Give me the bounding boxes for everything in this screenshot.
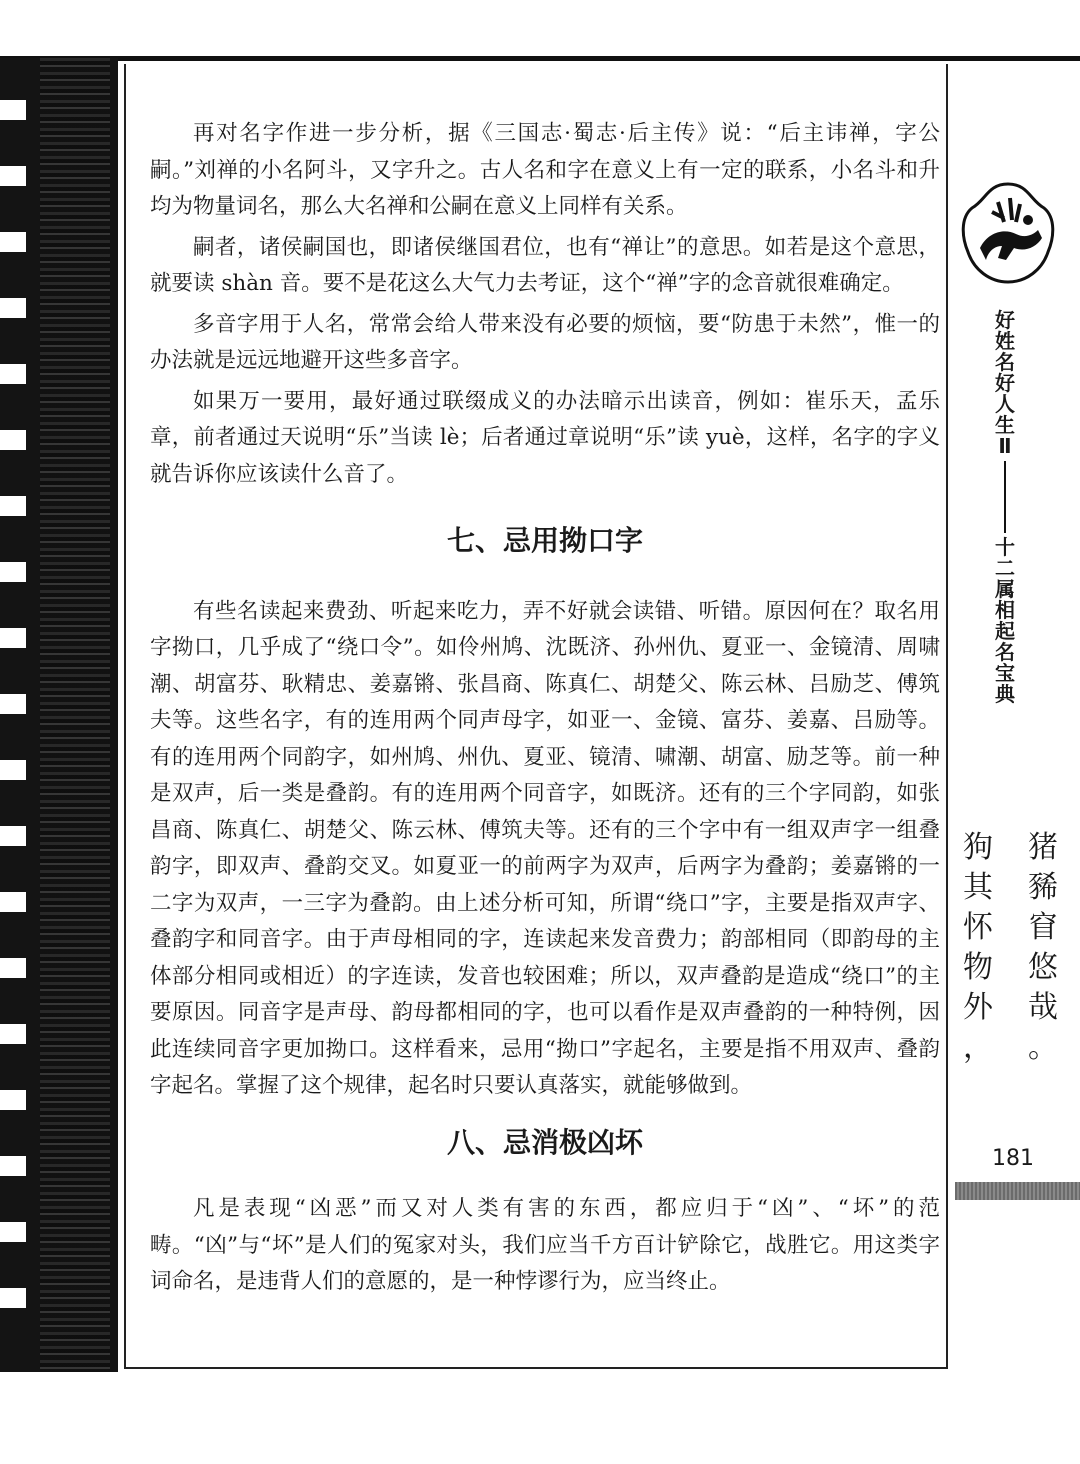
page-number: 181 (992, 1146, 1034, 1171)
subtitle-char: 起 (995, 619, 1015, 643)
poem-char: 其 (963, 870, 993, 905)
title-char: 名 (995, 350, 1015, 374)
subtitle-char: 相 (995, 598, 1015, 622)
poem-char: 狗 (963, 830, 993, 865)
paragraph: 凡是表现“凶恶”而又对人类有害的东西，都应归于“凶”、“坏”的范畴。“凶”与“坏”是人们的冤家对头，我们应当千方百计铲除它，战胜它。用这类字词命名，是违背人们的意愿的，是一种悖谬行为，应当终止。 (150, 1196, 940, 1294)
film-hole (0, 166, 26, 186)
poem-char: 物 (963, 950, 993, 985)
title-char: 人 (995, 392, 1015, 416)
film-hole (0, 298, 26, 318)
film-strip-decoration (0, 58, 118, 1372)
poem-char: 猪 (1028, 830, 1058, 865)
paragraph: 多音字用于人名，常常会给人带来没有必要的烦恼，要“防患于未然”，惟一的办法就是远远地避开这些多音字。 (150, 311, 940, 373)
poem-column-2 (960, 828, 996, 1068)
film-hole (0, 1222, 26, 1242)
section-heading: 七、忌用拗口字 (446, 524, 643, 557)
poem-char: ， (963, 1030, 993, 1065)
page-number-bar (955, 1182, 1080, 1200)
film-hole (0, 232, 26, 252)
title-char: 好 (995, 371, 1015, 395)
paragraph: 有些名读起来费劲、听起来吃力，弄不好就会读错、听错。原因何在？取名用字拗口，几乎成了“绕口令”。如伶州鸠、沈既济、孙州仇、夏亚一、金镜清、周啸潮、胡富芬、耿精忠、姜嘉锵、张昌商、陈真仁、胡楚父、陈云林、吕励芝、傅筑夫等。这些名字，有的连用两个同声母字，如亚一、金镜、富芬、姜嘉、吕励等。有的连用两个同韵字，如州鸠、州仇、夏亚、镜清、啸潮、胡富、励芝等。前一种是双声，后一类是叠韵。有的连用两个同音字，如既济。还有的三个字同韵，如张昌商、陈真仁、胡楚父、陈云林、傅筑夫等。还有的三个字中有一组双声字一组叠韵字，即双声、叠韵交叉。如夏亚一的前两字为双声，后两字为叠韵；姜嘉锵的一二字为双声，一三字为叠韵。由上述分析可知，所谓“绕口”字，主要是指双声字、叠韵字和同音字。由于声母相同的字，连读起来发音费力；韵部相同（即韵母的主体部分相同或相近）的字连读，发音也较困难；所以，双声叠韵是造成“绕口”的主要原因。同音字是声母、韵母都相同的字，也可以看作是双声叠韵的一种特例，因此连续同音字更加拗口。这样看来，忌用“拗口”字起名，主要是指不用双声、叠韵字起名。掌握了这个规律，起名时只要认真落实，就能够做到。 (150, 598, 940, 1098)
paragraph: 再对名字作进一步分析，据《三国志·蜀志·后主传》说：“后主讳禅，字公嗣。”刘禅的小名阿斗，又字升之。古人名和字在意义上有一定的联系，小名斗和升均为物量词名，那么大名禅和公嗣在意义上同样有关系。 (150, 121, 940, 219)
poem-char: 悠 (1028, 950, 1058, 985)
top-rule (0, 56, 1080, 61)
film-hole (0, 100, 26, 120)
subtitle-char: 典 (995, 682, 1015, 706)
film-hole (0, 1156, 26, 1176)
film-hole (0, 430, 26, 450)
poem-char: 外 (963, 990, 993, 1025)
subtitle-char: 名 (995, 640, 1015, 664)
film-hole (0, 694, 26, 714)
subtitle-char: 宝 (995, 661, 1015, 685)
film-hole (0, 760, 26, 780)
book-title-vertical (990, 310, 1020, 705)
paragraph: 嗣者，诸侯嗣国也，即诸侯继国君位，也有“禅让”的意思。如若是这个意思，就要读 shàn 音。要不是花这么大气力去考证，这个“禅”字的念音就很难确定。 (150, 234, 940, 296)
film-hole (0, 562, 26, 582)
title-char: 好 (995, 308, 1015, 332)
film-hole (0, 1288, 26, 1308)
title-char: Ⅱ (998, 434, 1012, 458)
subtitle-char: 属 (995, 577, 1015, 601)
title-char: 生 (995, 413, 1015, 437)
film-hole (0, 628, 26, 648)
poem-column-1 (1025, 828, 1061, 1068)
poem-char: 怀 (963, 910, 993, 945)
film-hole (0, 958, 26, 978)
subtitle-char: 十 (995, 535, 1015, 559)
film-grain (40, 58, 110, 1372)
subtitle-char: 二 (995, 556, 1015, 580)
film-hole (0, 1090, 26, 1110)
title-char: 姓 (995, 329, 1015, 353)
poem-char: 豨 (1028, 870, 1058, 905)
film-hole (0, 1024, 26, 1044)
film-hole (0, 892, 26, 912)
main-text (150, 116, 940, 1305)
poem-char: 。 (1028, 1030, 1058, 1065)
film-hole (0, 826, 26, 846)
section-heading: 八、忌消极凶坏 (446, 1125, 643, 1159)
zodiac-seal-icon (958, 178, 1058, 288)
paragraph: 如果万一要用，最好通过联缀成义的办法暗示出读音，例如：崔乐天，孟乐章，前者通过天说明“乐”当读 lè；后者通过章说明“乐”读 yuè，这样，名字的字义就告诉你应该读什么音了。 (150, 388, 940, 487)
film-hole (0, 364, 26, 384)
poem-char: 窅 (1028, 910, 1058, 945)
film-hole (0, 496, 26, 516)
poem-char: 哉 (1028, 990, 1058, 1025)
title-dash (1004, 461, 1006, 533)
